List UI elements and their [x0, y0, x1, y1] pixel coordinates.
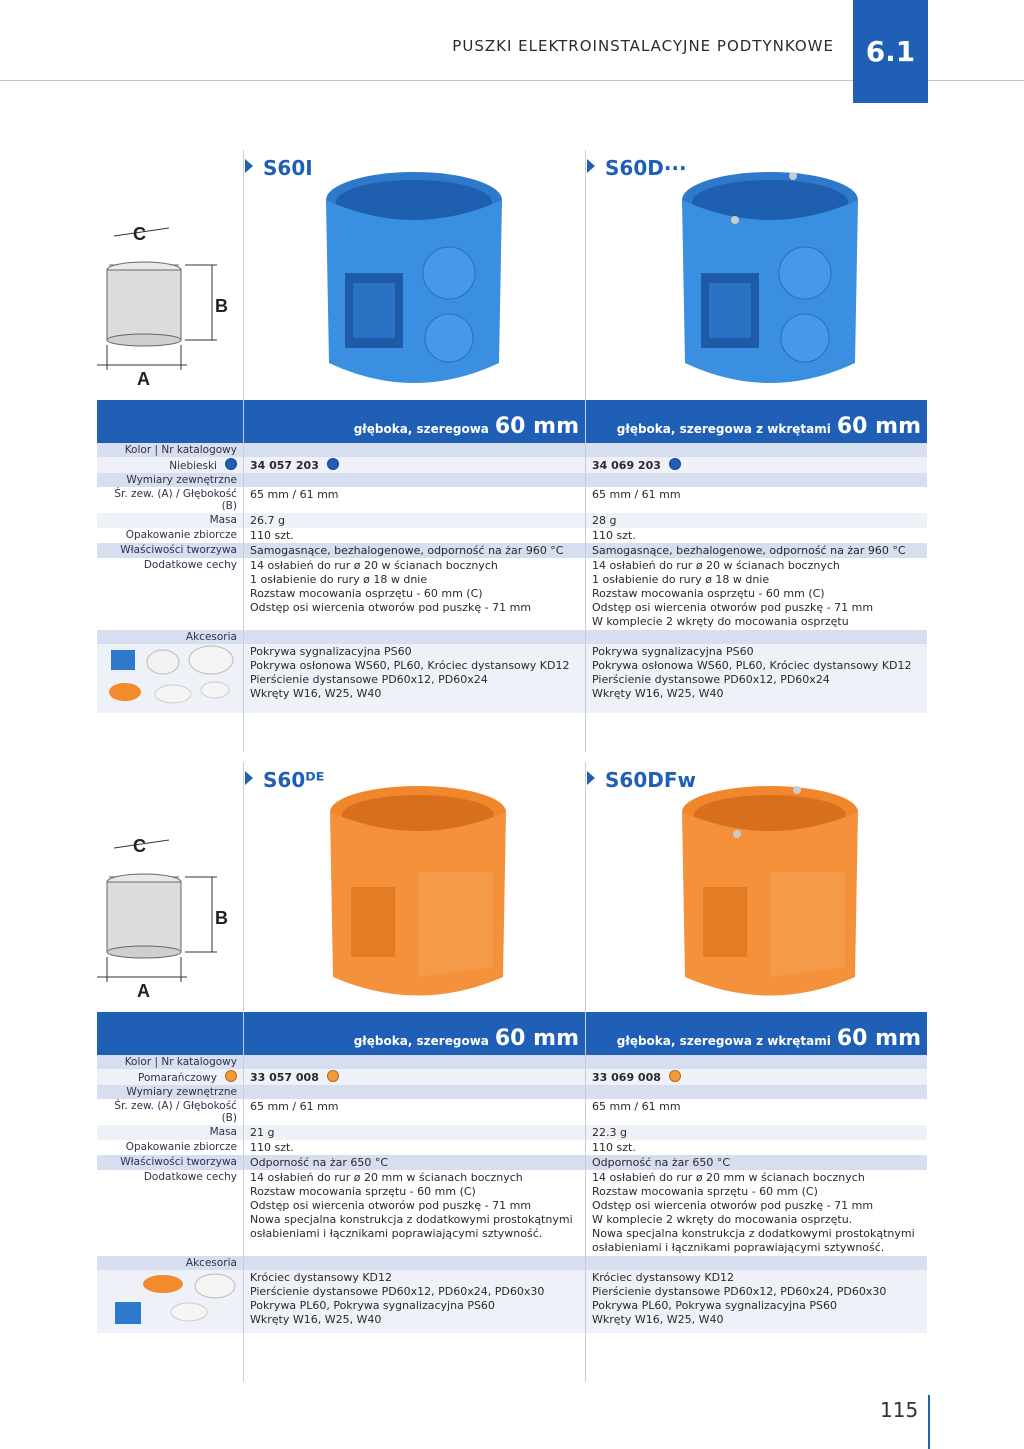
- mass-value: 21 g: [243, 1125, 585, 1140]
- product-name: S60ᴰᴱ: [245, 768, 324, 792]
- pack-value: 110 szt.: [586, 1140, 928, 1155]
- diameter-value: 65 mm / 61 mm: [586, 487, 928, 513]
- accessory-item: Pierścienie dystansowe PD60x12, PD60x24, PD60x30: [249, 1285, 545, 1298]
- diameter-value: 65 mm / 61 mm: [586, 1099, 928, 1125]
- product-photo-orange-screws: [675, 782, 865, 1002]
- pack-value: 110 szt.: [243, 528, 585, 543]
- features-list: [243, 1170, 585, 1256]
- color-dot-icon: [327, 1070, 339, 1082]
- accessories-list: [586, 644, 928, 713]
- feature-item: osłabieniami i łącznikami poprawiającymi sztywność.: [249, 1227, 543, 1240]
- row-label: Opakowanie zbiorcze: [97, 528, 243, 543]
- features-list: [243, 558, 585, 630]
- row-label: Opakowanie zbiorcze: [97, 1140, 243, 1155]
- accessory-item: Wkręty W16, W25, W40: [249, 687, 382, 700]
- feature-item: Rozstaw mocowania sprzętu - 60 mm (C): [592, 1185, 818, 1198]
- feature-item: Rozstaw mocowania osprzętu - 60 mm (C): [592, 587, 825, 600]
- row-label: Masa: [97, 1125, 243, 1140]
- accessory-item: Wkręty W16, W25, W40: [592, 687, 724, 700]
- dimension-label-b: B: [215, 908, 228, 928]
- product-name: S60D···: [587, 156, 687, 180]
- row-label: Dodatkowe cechy: [97, 558, 243, 630]
- triangle-icon: [587, 771, 595, 785]
- accessory-item: Króciec dystansowy KD12: [249, 1271, 393, 1284]
- accessories-list: [243, 644, 585, 713]
- dimension-label-a: A: [137, 369, 150, 389]
- section-badge: 6.1: [853, 0, 928, 103]
- color-dot-icon: [225, 458, 237, 470]
- catalog-number: 34 069 203: [592, 459, 661, 472]
- accessories-list: [243, 1270, 585, 1333]
- product-photo-blue-screws: [675, 168, 865, 388]
- accessory-item: Pierścienie dystansowe PD60x12, PD60x24, PD60x30: [592, 1285, 887, 1298]
- accessory-item: Pokrywa sygnalizacyjna PS60: [249, 645, 412, 658]
- size-label: 60 mm: [836, 1026, 921, 1051]
- diameter-value: 65 mm / 61 mm: [243, 1099, 585, 1125]
- material-value: Odporność na żar 650 °C: [243, 1155, 585, 1170]
- feature-item: 14 osłabień do rur ø 20 w ścianach bocznych: [592, 559, 840, 572]
- accessory-item: Pokrywa PL60, Pokrywa sygnalizacyjna PS60: [249, 1299, 495, 1312]
- header-title: PUSZKI ELEKTROINSTALACYJNE PODTYNKOWE: [452, 37, 834, 55]
- material-value: Samogasnące, bezhalogenowe, odporność na żar 960 °C: [586, 543, 928, 558]
- feature-item: Rozstaw mocowania sprzętu - 60 mm (C): [249, 1185, 476, 1198]
- triangle-icon: [245, 159, 253, 173]
- color-name: Pomarańczowy: [138, 1072, 217, 1084]
- type-label: głęboka, szeregowa z wkrętami: [616, 422, 831, 436]
- row-label: Masa: [97, 513, 243, 528]
- table-header-row: [97, 400, 927, 443]
- feature-item: 1 osłabienie do rury ø 18 w dnie: [592, 573, 770, 586]
- feature-item: 14 osłabień do rur ø 20 w ścianach bocznych: [249, 559, 498, 572]
- page-number-bar: [928, 1395, 930, 1449]
- spec-table: [97, 400, 927, 713]
- feature-item: Odstęp osi wiercenia otworów pod puszkę - 71 mm: [592, 601, 874, 614]
- product-name: S60I: [245, 156, 313, 180]
- color-dot-icon: [669, 1070, 681, 1082]
- color-dot-icon: [669, 458, 681, 470]
- features-list: [586, 558, 928, 630]
- product-photo-blue: [319, 168, 509, 388]
- material-value: Odporność na żar 650 °C: [586, 1155, 928, 1170]
- dimension-drawing: [97, 220, 237, 390]
- type-label: głęboka, szeregowa: [353, 1034, 489, 1048]
- feature-item: 14 osłabień do rur ø 20 mm w ścianach bocznych: [249, 1171, 523, 1184]
- accessory-item: Pokrywa PL60, Pokrywa sygnalizacyjna PS60: [592, 1299, 837, 1312]
- page-number: 115: [880, 1398, 919, 1422]
- type-label: głęboka, szeregowa z wkrętami: [616, 1034, 831, 1048]
- triangle-icon: [587, 159, 595, 173]
- row-label: Wymiary zewnętrzne: [97, 473, 243, 487]
- diameter-value: 65 mm / 61 mm: [243, 487, 585, 513]
- feature-item: Nowa specjalna konstrukcja z dodatkowymi prostokątnymi: [592, 1227, 915, 1240]
- type-label: głęboka, szeregowa: [353, 422, 489, 436]
- product-photo-orange: [323, 782, 513, 1002]
- accessory-item: Króciec dystansowy KD12: [592, 1271, 735, 1284]
- color-name: Niebieski: [169, 460, 217, 472]
- accessory-item: Pokrywa sygnalizacyjna PS60: [592, 645, 754, 658]
- row-label: Śr. zew. (A) / Głębokość (B): [97, 487, 243, 513]
- features-list: [586, 1170, 928, 1256]
- feature-item: 14 osłabień do rur ø 20 mm w ścianach bocznych: [592, 1171, 865, 1184]
- feature-item: Rozstaw mocowania osprzętu - 60 mm (C): [249, 587, 483, 600]
- catalog-number: 33 057 008: [249, 1071, 319, 1084]
- size-label: 60 mm: [494, 414, 579, 439]
- accessory-item: Pierścienie dystansowe PD60x12, PD60x24: [592, 673, 830, 686]
- row-label: Śr. zew. (A) / Głębokość (B): [97, 1099, 243, 1125]
- catalog-number: 33 069 008: [592, 1071, 661, 1084]
- spec-table: [97, 1012, 927, 1333]
- feature-item: W komplecie 2 wkręty do mocowania osprzętu.: [592, 1213, 853, 1226]
- pack-value: 110 szt.: [586, 528, 928, 543]
- size-label: 60 mm: [836, 414, 921, 439]
- product-block-orange: [97, 762, 927, 1382]
- row-label: Właściwości tworzywa: [97, 543, 243, 558]
- material-value: Samogasnące, bezhalogenowe, odporność na żar 960 °C: [243, 543, 585, 558]
- dimension-label-b: B: [215, 296, 228, 316]
- feature-item: Nowa specjalna konstrukcja z dodatkowymi prostokątnymi: [249, 1213, 573, 1226]
- accessories-photo: [103, 644, 243, 710]
- dimension-drawing: [97, 832, 237, 1002]
- dimension-label-a: A: [137, 981, 150, 1001]
- accessory-item: Wkręty W16, W25, W40: [249, 1313, 382, 1326]
- row-label: Kolor | Nr katalogowy: [97, 443, 243, 457]
- color-dot-icon: [225, 1070, 237, 1082]
- accessory-item: Pierścienie dystansowe PD60x12, PD60x24: [249, 673, 488, 686]
- catalog-number: 34 057 203: [249, 459, 319, 472]
- mass-value: 26.7 g: [243, 513, 585, 528]
- accessory-item: Wkręty W16, W25, W40: [592, 1313, 724, 1326]
- triangle-icon: [245, 771, 253, 785]
- size-label: 60 mm: [494, 1026, 579, 1051]
- mass-value: 28 g: [586, 513, 928, 528]
- accessories-list: [586, 1270, 928, 1333]
- row-label: Dodatkowe cechy: [97, 1170, 243, 1256]
- accessory-item: Pokrywa osłonowa WS60, PL60, Króciec dystansowy KD12: [592, 659, 912, 672]
- product-block-blue: [97, 150, 927, 752]
- feature-item: W komplecie 2 wkręty do mocowania osprzętu: [592, 615, 849, 628]
- color-dot-icon: [327, 458, 339, 470]
- feature-item: Odstęp osi wiercenia otworów pod puszkę - 71 mm: [249, 1199, 532, 1212]
- feature-item: Odstęp osi wiercenia otworów pod puszkę - 71 mm: [592, 1199, 874, 1212]
- product-name: S60DFw: [587, 768, 696, 792]
- table-header-row: [97, 1012, 927, 1055]
- accessory-item: Pokrywa osłonowa WS60, PL60, Króciec dystansowy KD12: [249, 659, 570, 672]
- dimension-label-c: C: [133, 836, 146, 856]
- row-label: Wymiary zewnętrzne: [97, 1085, 243, 1099]
- feature-item: Odstęp osi wiercenia otworów pod puszkę - 71 mm: [249, 601, 532, 614]
- row-label: Akcesoria: [97, 1256, 243, 1270]
- row-label: Kolor | Nr katalogowy: [97, 1055, 243, 1069]
- dimension-label-c: C: [133, 224, 146, 244]
- feature-item: 1 osłabienie do rury ø 18 w dnie: [249, 573, 428, 586]
- row-label: Akcesoria: [97, 630, 243, 644]
- mass-value: 22.3 g: [586, 1125, 928, 1140]
- row-label: Właściwości tworzywa: [97, 1155, 243, 1170]
- accessories-photo: [103, 1270, 243, 1330]
- pack-value: 110 szt.: [243, 1140, 585, 1155]
- feature-item: osłabieniami i łącznikami poprawiającymi sztywność.: [592, 1241, 885, 1254]
